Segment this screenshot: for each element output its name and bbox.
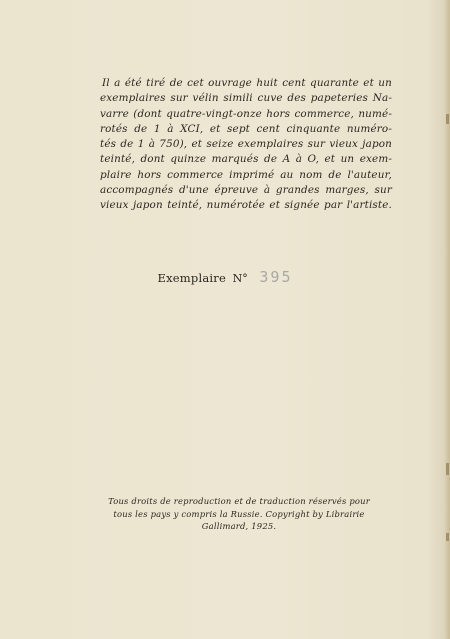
colophon-line: vieux japon teinté, numérotée et signée par l'artiste. [100,199,392,212]
colophon-line: rotés de 1 à XCI, et sept cent cinquante numéro- [100,122,392,135]
page-edge [445,0,450,639]
number-sign: N° [232,272,248,285]
copy-number-label: Exemplaire [157,271,226,285]
colophon-line: exemplaires sur vélin simili cuve des papeteries Na- [100,92,392,105]
rights-notice [98,495,380,533]
stamped-copy-number: 395 [259,268,293,286]
colophon-line: varre (dont quatre-vingt-onze hors commerce, numé- [100,107,392,120]
rights-line: Tous droits de reproduction et de traduction réservés pour [108,496,370,506]
colophon-line: tés de 1 à 750), et seize exemplaires sur vieux japon [100,138,392,151]
edge-mark [446,533,449,541]
edge-mark [446,114,449,124]
rights-line: tous les pays y compris la Russie. Copyright by Librairie [113,508,365,519]
edge-mark [446,463,449,475]
colophon-line: accompagnés d'une épreuve à grandes marges, sur [100,184,392,197]
colophon-line: teinté, dont quinze marqués de A à O, et un exem- [100,153,392,166]
rights-line: Gallimard, 1925. [201,521,277,531]
copy-number-line [0,268,450,286]
colophon-line: plaire hors commerce imprimé au nom de l'auteur, [100,168,392,181]
colophon-paragraph [100,76,392,214]
colophon-line: Il a été tiré de cet ouvrage huit cent quarante et un [102,77,392,89]
